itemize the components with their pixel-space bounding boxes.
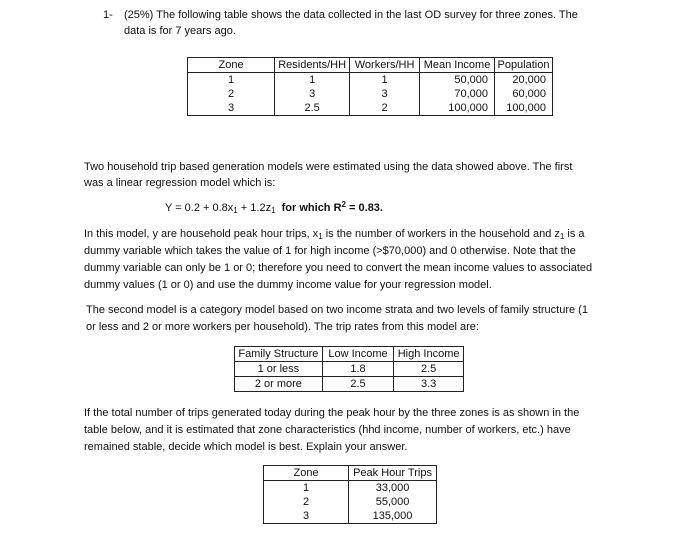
table-cell: 2 or more xyxy=(235,377,323,392)
table-cell: 1 xyxy=(350,73,420,88)
table-header-cell: Low Income xyxy=(322,347,393,362)
table-header-row xyxy=(235,347,464,362)
equation-mid: + 1.2z xyxy=(237,202,272,214)
para2-text: is the number of workers in the household and z xyxy=(322,228,560,240)
equation-lhs: Y = 0.2 + 0.8x xyxy=(165,202,234,214)
table-cell: 100,000 xyxy=(494,101,552,116)
table-cell: 135,000 xyxy=(349,509,437,524)
table-cell: 3 xyxy=(188,101,275,116)
paragraph-4-line-1: If the total number of trips generated today during the peak hour by the three zones is as shown in the xyxy=(84,407,580,419)
equation-condition: for which R xyxy=(275,202,342,214)
table-cell: 1 xyxy=(188,73,275,88)
paragraph-4-line-3: remained stable, decide which model is best. Explain your answer. xyxy=(84,441,408,453)
table-cell: 55,000 xyxy=(349,495,437,509)
table-header-row xyxy=(264,466,437,481)
table-row xyxy=(264,495,437,509)
table-header-cell: Residents/HH xyxy=(275,58,350,73)
paragraph-4-line-2: table below, and it is estimated that zone characteristics (hhd income, number of workers, etc.) have xyxy=(84,424,571,436)
table-cell: 1 xyxy=(264,481,349,496)
table-cell: 1 or less xyxy=(235,362,323,377)
paragraph-2-line-2: dummy variable which takes the value of 1 for high income (>$70,000) and 0 otherwise. Note that the xyxy=(84,245,576,257)
table-header-row xyxy=(188,58,553,73)
table-cell: 1 xyxy=(275,73,350,88)
para2-text: In this model, y are household peak hour trips, x xyxy=(84,228,319,240)
paragraph-2-line-4: dummy values (1 or 0) and use the dummy income value for your regression model. xyxy=(84,279,492,291)
equation-subscript: 1 xyxy=(271,206,276,215)
table-cell: 3 xyxy=(264,509,349,524)
paragraph-2-line-1 xyxy=(84,227,585,242)
equation-subscript: 1 xyxy=(233,206,238,215)
question-text-line-1: (25%) The following table shows the data collected in the last OD survey for three zones. The xyxy=(124,9,578,21)
table-header-cell: Peak Hour Trips xyxy=(349,466,437,481)
paragraph-1-line-2: was a linear regression model which is: xyxy=(84,177,276,189)
table-row xyxy=(188,101,553,116)
table-header-cell: Zone xyxy=(188,58,275,73)
table-row xyxy=(188,73,553,88)
table-cell: 3 xyxy=(350,87,420,101)
table-row xyxy=(235,377,464,392)
table-cell: 3 xyxy=(275,87,350,101)
table-cell: 100,000 xyxy=(420,101,495,116)
table-header-cell: High Income xyxy=(394,347,464,362)
table-cell: 2 xyxy=(264,495,349,509)
table-row xyxy=(264,509,437,524)
od-survey-table xyxy=(187,57,553,116)
table-cell: 70,000 xyxy=(420,87,495,101)
table-header-cell: Population xyxy=(494,58,552,73)
table-row xyxy=(264,481,437,496)
para2-subscript: 1 xyxy=(318,232,323,241)
table-header-cell: Zone xyxy=(264,466,349,481)
table-cell: 33,000 xyxy=(349,481,437,496)
paragraph-3-line-2: or less and 2 or more workers per household). The trip rates from this model are: xyxy=(86,321,479,333)
table-cell: 2 xyxy=(188,87,275,101)
table-cell: 50,000 xyxy=(420,73,495,88)
paragraph-1-line-1: Two household trip based generation models were estimated using the data showed above. The first xyxy=(84,161,573,173)
table-cell: 2.5 xyxy=(394,362,464,377)
table-header-cell: Mean Income xyxy=(420,58,495,73)
table-row xyxy=(188,87,553,101)
table-header-cell: Workers/HH xyxy=(350,58,420,73)
table-cell: 2.5 xyxy=(322,377,393,392)
question-number: 1- xyxy=(103,9,113,21)
equation-superscript: 2 xyxy=(341,200,346,209)
paragraph-3-line-1: The second model is a category model based on two income strata and two levels of family structure (1 xyxy=(86,304,588,316)
table-header-cell: Family Structure xyxy=(235,347,323,362)
question-text-line-2: data is for 7 years ago. xyxy=(124,25,236,37)
table-cell: 2.5 xyxy=(275,101,350,116)
para2-text: is a xyxy=(564,228,585,240)
peak-hour-trips-table xyxy=(263,465,437,524)
paragraph-2-line-3: dummy variable can only be 1 or 0; therefore you need to convert the mean income values to associated xyxy=(84,262,593,274)
table-row xyxy=(235,362,464,377)
table-cell: 2 xyxy=(350,101,420,116)
equation-condition-value: = 0.83. xyxy=(345,202,383,214)
table-cell: 60,000 xyxy=(494,87,552,101)
table-cell: 1.8 xyxy=(322,362,393,377)
regression-equation xyxy=(165,201,383,216)
trip-rates-table xyxy=(234,346,464,392)
table-cell: 3.3 xyxy=(394,377,464,392)
para2-subscript: 1 xyxy=(559,232,565,241)
table-cell: 20,000 xyxy=(494,73,552,88)
